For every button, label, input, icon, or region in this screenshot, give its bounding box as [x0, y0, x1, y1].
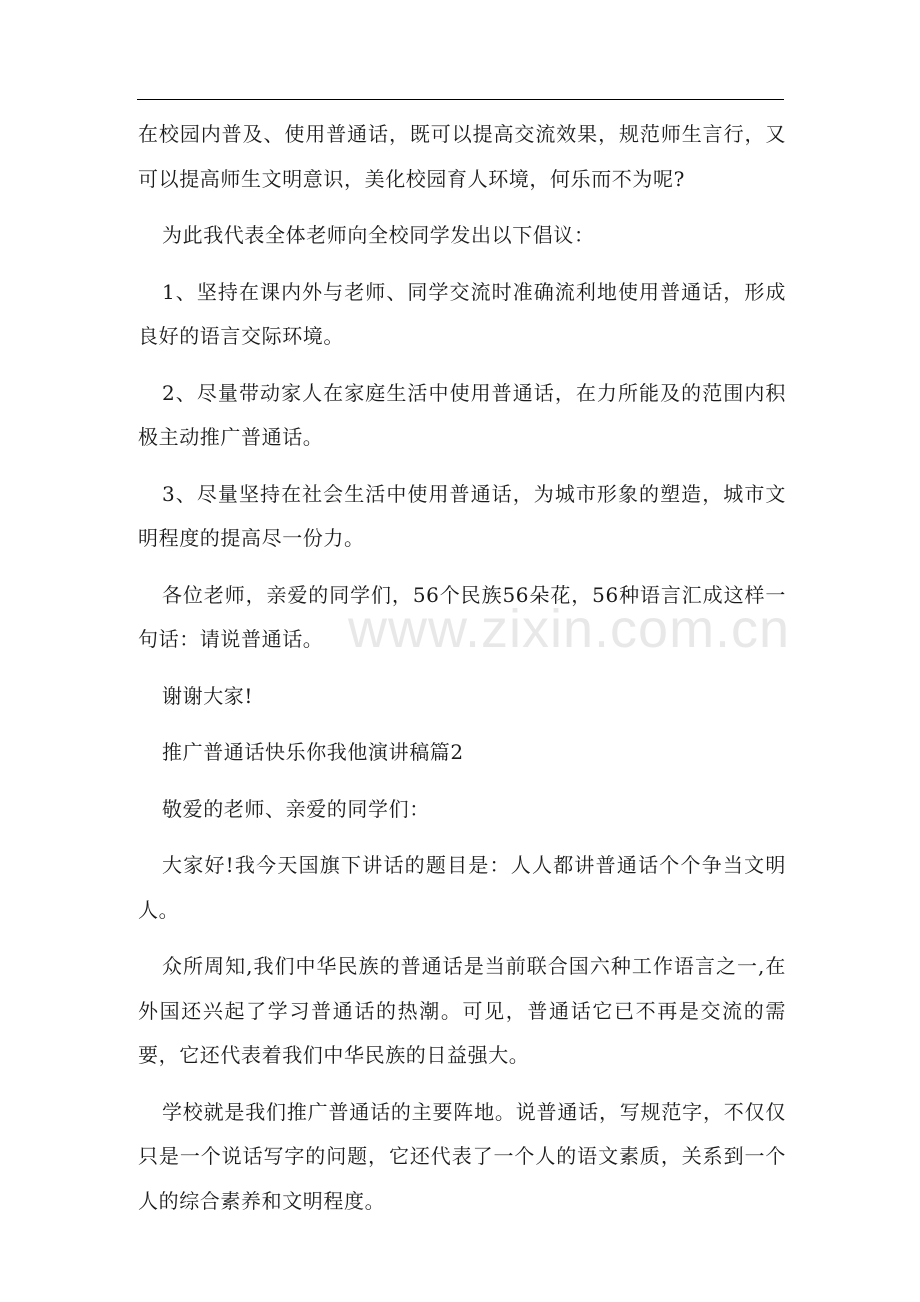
paragraph: 在校园内普及、使用普通话，既可以提高交流效果，规范师生言行，又可以提高师生文明意识，美化校园育人环境，何乐而不为呢? [138, 122, 786, 191]
section-title: 推广普通话快乐你我他演讲稿篇2 [162, 740, 464, 764]
closing-line: 谢谢大家! [162, 683, 254, 708]
document-body [138, 112, 786, 1235]
header-rule [137, 99, 784, 100]
list-item: 2、尽量带动家人在家庭生活中使用普通话，在力所能及的范围内积极主动推广普通话。 [138, 380, 786, 449]
paragraph: 大家好!我今天国旗下讲话的题目是：人人都讲普通话个个争当文明人。 [138, 853, 786, 922]
paragraph: 众所周知,我们中华民族的普通话是当前联合国六种工作语言之一,在外国还兴起了学习普通话的热潮。可见，普通话它已不再是交流的需要，它还代表着我们中华民族的日益强大。 [138, 954, 786, 1067]
salutation: 敬爱的老师、亲爱的同学们： [162, 796, 430, 821]
paragraph: 为此我代表全体老师向全校同学发出以下倡议： [162, 223, 595, 247]
list-item: 3、尽量坚持在社会生活中使用普通话，为城市形象的塑造，城市文明程度的提高尽一份力。 [138, 481, 786, 550]
paragraph: 各位老师，亲爱的同学们，56个民族56朵花，56种语言汇成这样一句话：请说普通话。 [138, 582, 786, 651]
paragraph: 学校就是我们推广普通话的主要阵地。说普通话，写规范字，不仅仅只是一个说话写字的问题，它还代表了一个人的语文素质，关系到一个人的综合素养和文明程度。 [138, 1099, 786, 1213]
list-item: 1、坚持在课内外与老师、同学交流时准确流利地使用普通话，形成良好的语言交际环境。 [138, 279, 786, 348]
watermark: www.zixin.com.cn [348, 599, 791, 659]
